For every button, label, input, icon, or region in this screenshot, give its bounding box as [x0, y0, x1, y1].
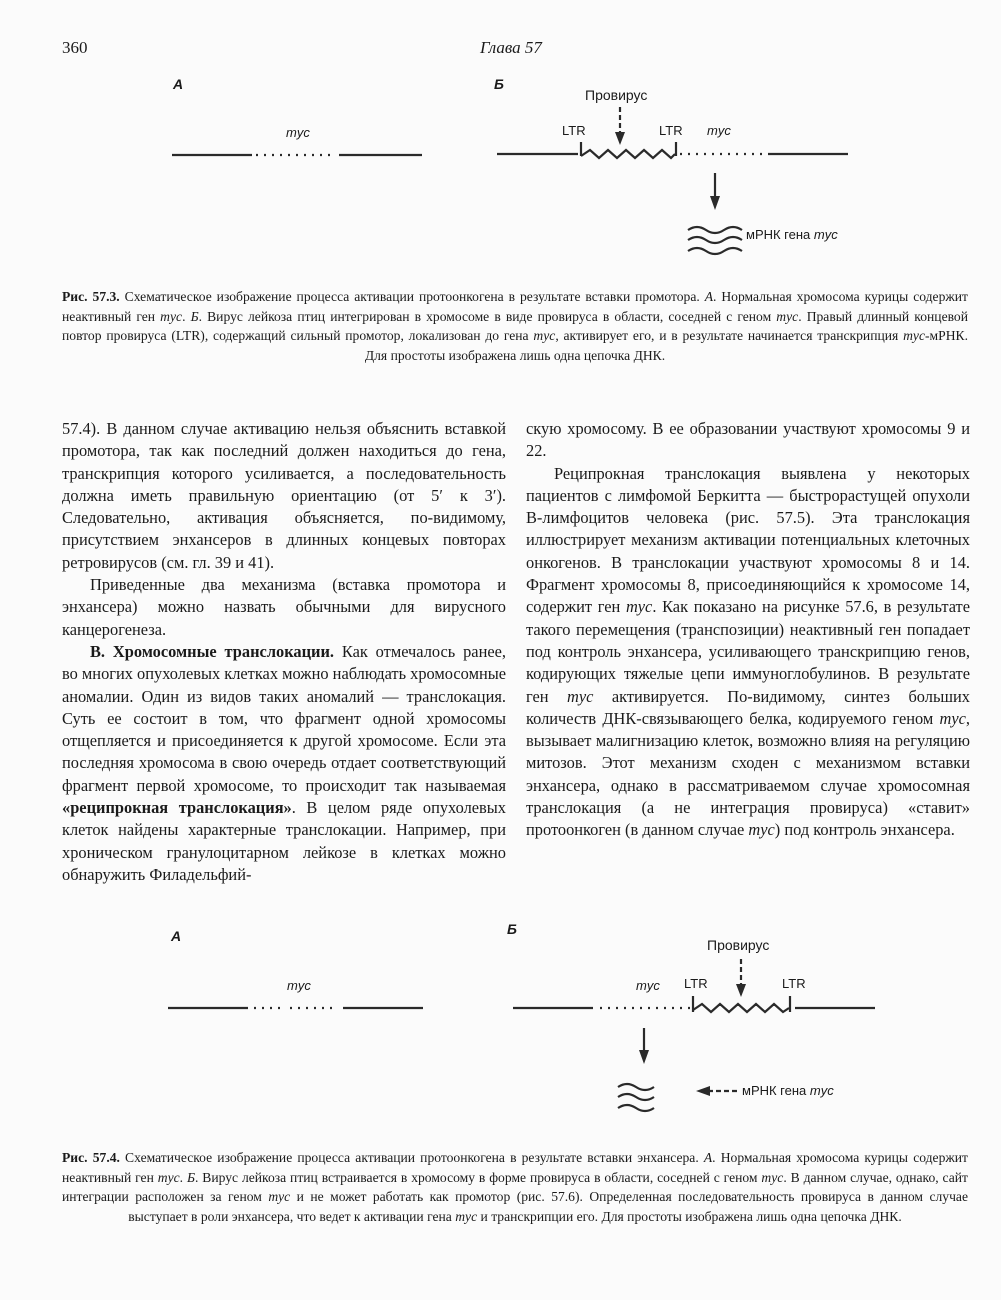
fig-57-4-ltr-right-label: LTR — [782, 976, 806, 991]
term-reciprocal-translocation: «реципрокная транслокация» — [62, 798, 292, 818]
page-number: 360 — [62, 38, 88, 57]
fig-57-3-caption: Рис. 57.3. Схематическое изображение процесса активации протоонкогена в результате вставки промотора. А. Нормальная хромосома курицы содержит неактивный ген myc. Б. Вирус лейкоза птиц интегрирован в хромосоме в виде провируса в области, соседней с геном myc. Правый длинный концевой повтор провируса (LTR), содержащий сильный промотор, локализован до гена myc, активирует его, и в результате начинается транскрипция myc-мРНК. Для простоты изображена лишь одна цепочка ДНК. — [62, 289, 968, 363]
right-paragraph-2: Реципрокная транслокация выявлена у некоторых пациентов с лимфомой Беркитта — быстрорастущей опухоли В-лимфоцитов человека (рис. 57.5). Эта транслокация иллюстрирует механизм активации потенциальных клеточных онкогенов. В транслокации участвуют хромосомы 8 и 14. Фрагмент хромосомы 8, присоединяющийся к хромосоме 14, содержит ген myc. Как показано на рисунке 57.6, в результате такого перемещения (транспозиции) неактивный ген попадает под контроль энхансера, усиливающего транскрипцию генов, кодирующих тяжелые цепи иммуноглобулинов. В результате ген myc активируется. По-видимому, синтез больших количеств ДНК-связывающего белка, кодируемого геном myc, вызывает малигнизацию клеток, возможно влияя на регуляцию митозов. Этот механизм сходен с механизмом вставки энхансера, однако в рассматриваемом случае хромосомная транслокация (а не интеграция провируса) «ставит» протоонкоген (в данном случае myc) под контроль энхансера. — [526, 463, 971, 840]
fig-57-4-ltr-left-label: LTR — [684, 976, 708, 991]
left-paragraph-2: Приведенные два механизма (вставка промотора и энхансера) можно назвать обычными для вирусного канцерогенеза. — [62, 575, 506, 639]
fig-57-4-a-gene-label: myc — [287, 978, 311, 993]
left-paragraph-1: 57.4). В данном случае активацию нельзя объяснить вставкой промотора, так как последний должен находиться до гена, транскрипция которого усиливается, а последовательность должна иметь правильную ориентацию (от 5′ к 3′). Следовательно, активация объясняется, по-видимому, присутствием энхансеров в длинных концевых повторах ретровирусов (см. гл. 39 и 41). — [62, 419, 506, 572]
left-paragraph-3: В. Хромосомные транслокации. Как отмечалось ранее, во многих опухолевых клетках можно наблюдать хромосомные аномалии. Один из видов таких аномалий — транслокация. Суть ее состоит в том, что фрагмент одной хромосомы отщепляется и присоединяется к другой хромосоме. Если эта последняя хромосома в свою очередь отдает соответствующий фрагмент первой хромосоме, то происходит так называемая «реципрокная транслокация». В целом ряде опухолевых клеток найдены характерные транслокации. Например, при хроническом гранулоцитарном лейкозе в клетках можно обнаружить Филадельфий- — [62, 641, 507, 884]
fig-57-3-mrna-label: мРНК гена myc — [746, 227, 838, 242]
fig-57-3-panel-b-label: Б — [494, 76, 504, 92]
fig-57-3-ltr-right-label: LTR — [659, 123, 683, 138]
fig-57-4-mrna-wave-1 — [618, 1084, 654, 1090]
fig-57-4-mrna-wave-2 — [618, 1094, 654, 1100]
right-paragraph-1: скую хромосому. В ее образовании участвуют хромосомы 9 и 22. — [526, 419, 970, 461]
fig-57-4-transcription-arrow-head-icon — [639, 1050, 649, 1064]
section-heading-translocations: В. Хромосомные транслокации. — [90, 641, 335, 661]
fig-57-3-provirus-label: Провирус — [585, 87, 648, 103]
fig-57-4-panel-b-label: Б — [507, 921, 517, 937]
fig-57-4-b-provirus-zigzag — [693, 1004, 789, 1012]
fig-57-4-provirus-label: Провирус — [707, 937, 770, 953]
fig-57-4-mrna-pointer-head-icon — [696, 1086, 710, 1096]
fig-57-3-ltr-left-label: LTR — [562, 123, 586, 138]
fig-57-4-mrna-wave-3 — [618, 1105, 654, 1111]
fig-57-4-panel-a-label: А — [171, 928, 182, 944]
running-head: Глава 57 — [480, 38, 542, 57]
fig-57-3-a-gene-label: myc — [286, 125, 310, 140]
fig-57-4-caption: Рис. 57.4. Схематическое изображение процесса активации протоонкогена в результате вставки энхансера. А. Нормальная хромосома курицы содержит неактивный ген myc. Б. Вирус лейкоза птиц встраивается в хромосому в форме провируса в области, соседней с геном myc. В данном случае, однако, сайт интеграции расположен за геном myc и не может работать как промотор (рис. 57.6). Определенная последовательность провируса в данном случае выступает в роли энхансера, что ведет к активации гена myc и транскрипции его. Для простоты изображена лишь одна цепочка ДНК. — [62, 1150, 968, 1224]
fig-57-3-panel-a-label: А — [173, 76, 184, 92]
fig-57-4-mrna-label: мРНК гена myc — [742, 1083, 834, 1098]
fig-57-4-b-gene-label: myc — [636, 978, 660, 993]
fig-57-4-provirus-arrow-head-icon — [736, 984, 746, 997]
fig-57-3-b-gene-label: myc — [707, 123, 731, 138]
